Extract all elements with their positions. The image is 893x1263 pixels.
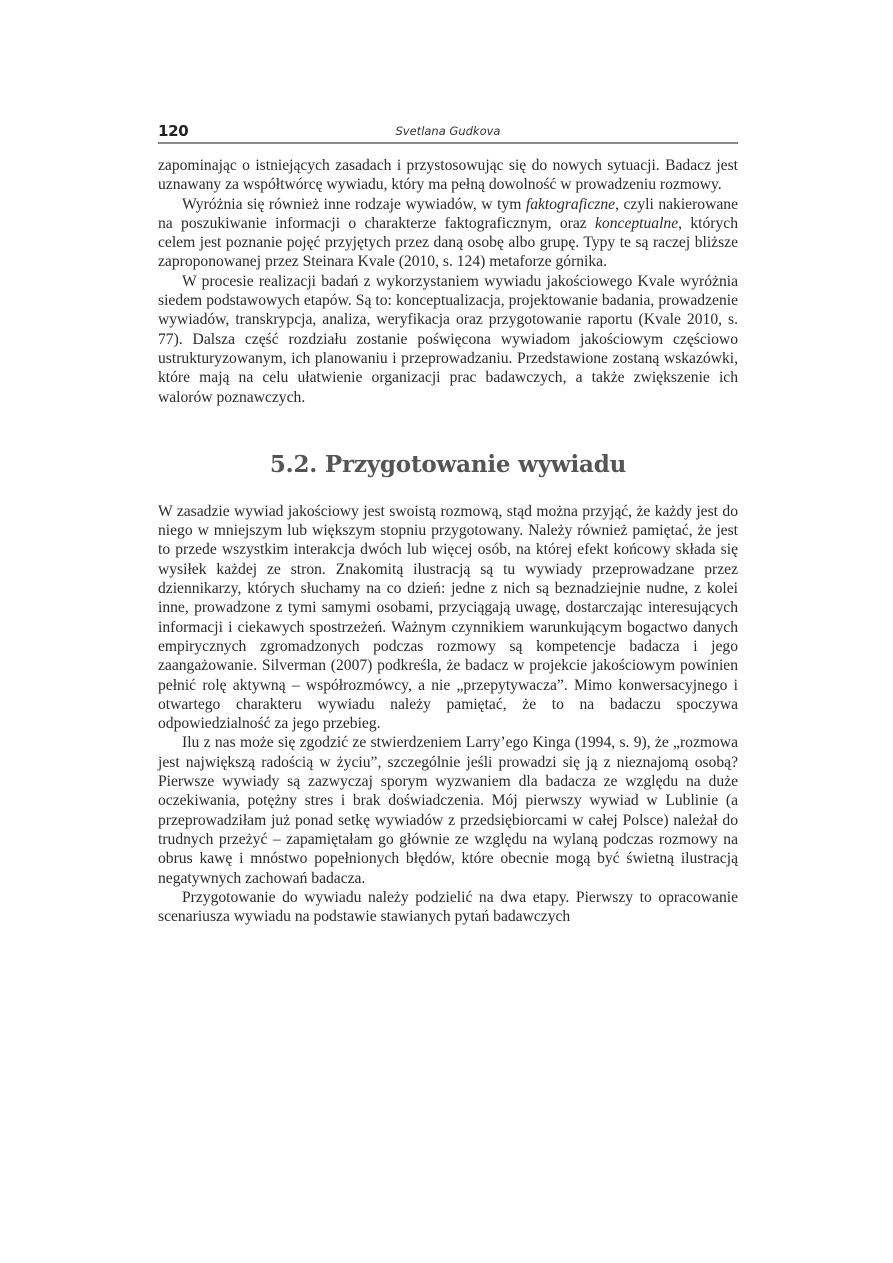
emphasis-term: faktograficzne <box>525 195 616 213</box>
paragraph: W zasadzie wywiad jakościowy jest swoistą rozmową, stąd można przyjąć, że każdy jest do niego w mniejszym lub większym stopniu przygotowany. Należy również pamiętać, że jest to przede wszystkim interakcja dwóch lub więcej osób, na której efekt końcowy składa się wysiłek każdej ze stron. Znakomitą ilustracją są tu wywiady przeprowadzane przez dziennikarzy, których słuchamy na co dzień: jedne z nich są beznadziejnie nudne, z kolei inne, prowadzone z tymi samymi osobami, przyciągają uwagę, dostarczając interesujących informacji i ciekawych spostrzeżeń. Ważnym czynnikiem warunkującym bogactwo danych empirycznych zgromadzonych podczas rozmowy są kompetencje badacza i jego zaangażowanie. Silverman (2007) podkreśla, że badacz w projekcie jakościowym powinien pełnić rolę aktywną – współrozmówcy, a nie „przepytywacza”. Mimo konwersacyjnego i otwartego charakteru wywiadu należy pamiętać, że to na badaczu spoczywa odpowiedzialność za jego przebieg. <box>158 502 738 733</box>
paragraph <box>158 195 738 272</box>
page-number: 120 <box>158 122 189 140</box>
intro-text <box>158 156 738 407</box>
text-run: , których celem jest poznanie pojęć przyjętych przez daną osobę albo grupę. Typy te są raczej bliższe zaproponowanej przez Steinara Kvale (2010, s. 124) metaforze górnika. <box>158 214 739 271</box>
paragraph: zapominając o istniejących zasadach i przystosowując się do nowych sytuacji. Badacz jest uznawany za współtwórcę wywiadu, który ma pełną dowolność w prowadzeniu rozmowy. <box>158 157 738 194</box>
text-run: , czyli nakierowane na poszukiwanie informacji o charakterze faktograficznym, oraz <box>158 195 738 232</box>
section-heading: 5.2. Przygotowanie wywiadu <box>269 450 627 478</box>
running-head-author: Svetlana Gudkova <box>395 124 501 138</box>
paragraph: Ilu z nas może się zgodzić ze stwierdzeniem Larry’ego Kinga (1994, s. 9), że „rozmowa jest największą radością w życiu”, szczególnie jeśli prowadzi się ją z nieznajomą osobą? Pierwsze wywiady są zazwyczaj sporym wyzwaniem dla badacza ze względu na duże oczekiwania, potężny stres i brak doświadczenia. Mój pierwszy wywiad w Lublinie (a przeprowadziłam już ponad setkę wywiadów z przedsiębiorcami w całej Polsce) należał do trudnych przeżyć – zapamiętałam go głównie ze względu na wylaną podczas rozmowy na obrus kawę i mnóstwo popełnionych błędów, które obecnie mogą być świetną ilustracją negatywnych zachowań badacza. <box>158 734 738 887</box>
paragraph: W procesie realizacji badań z wykorzystaniem wywiadu jakościowego Kvale wyróżnia siedem podstawowych etapów. Są to: konceptualizacja, projektowanie badania, prowadzenie wywiadów, transkrypcja, analiza, weryfikacja oraz przygotowanie raportu (Kvale 2010, s. 77). Dalsza część rozdziału zostanie poświęcona wywiadom jakościowym częściowo ustrukturyzowanym, ich planowaniu i przeprowadzaniu. Przedstawione zostaną wskazówki, które mają na celu ułatwienie organizacji prac badawczych, a także zwiększenie ich walorów poznawczych. <box>158 272 738 406</box>
emphasis-term: konceptualne <box>595 214 679 232</box>
text-run: Wyróżnia się również inne rodzaje wywiadów, w tym <box>182 195 526 213</box>
paragraph: Przygotowanie do wywiadu należy podzielić na dwa etapy. Pierwszy to opracowanie scenariusza wywiadu na podstawie stawianych pytań badawczych <box>158 888 738 926</box>
book-page <box>158 118 738 926</box>
running-header <box>158 118 738 144</box>
section-text <box>158 502 738 927</box>
